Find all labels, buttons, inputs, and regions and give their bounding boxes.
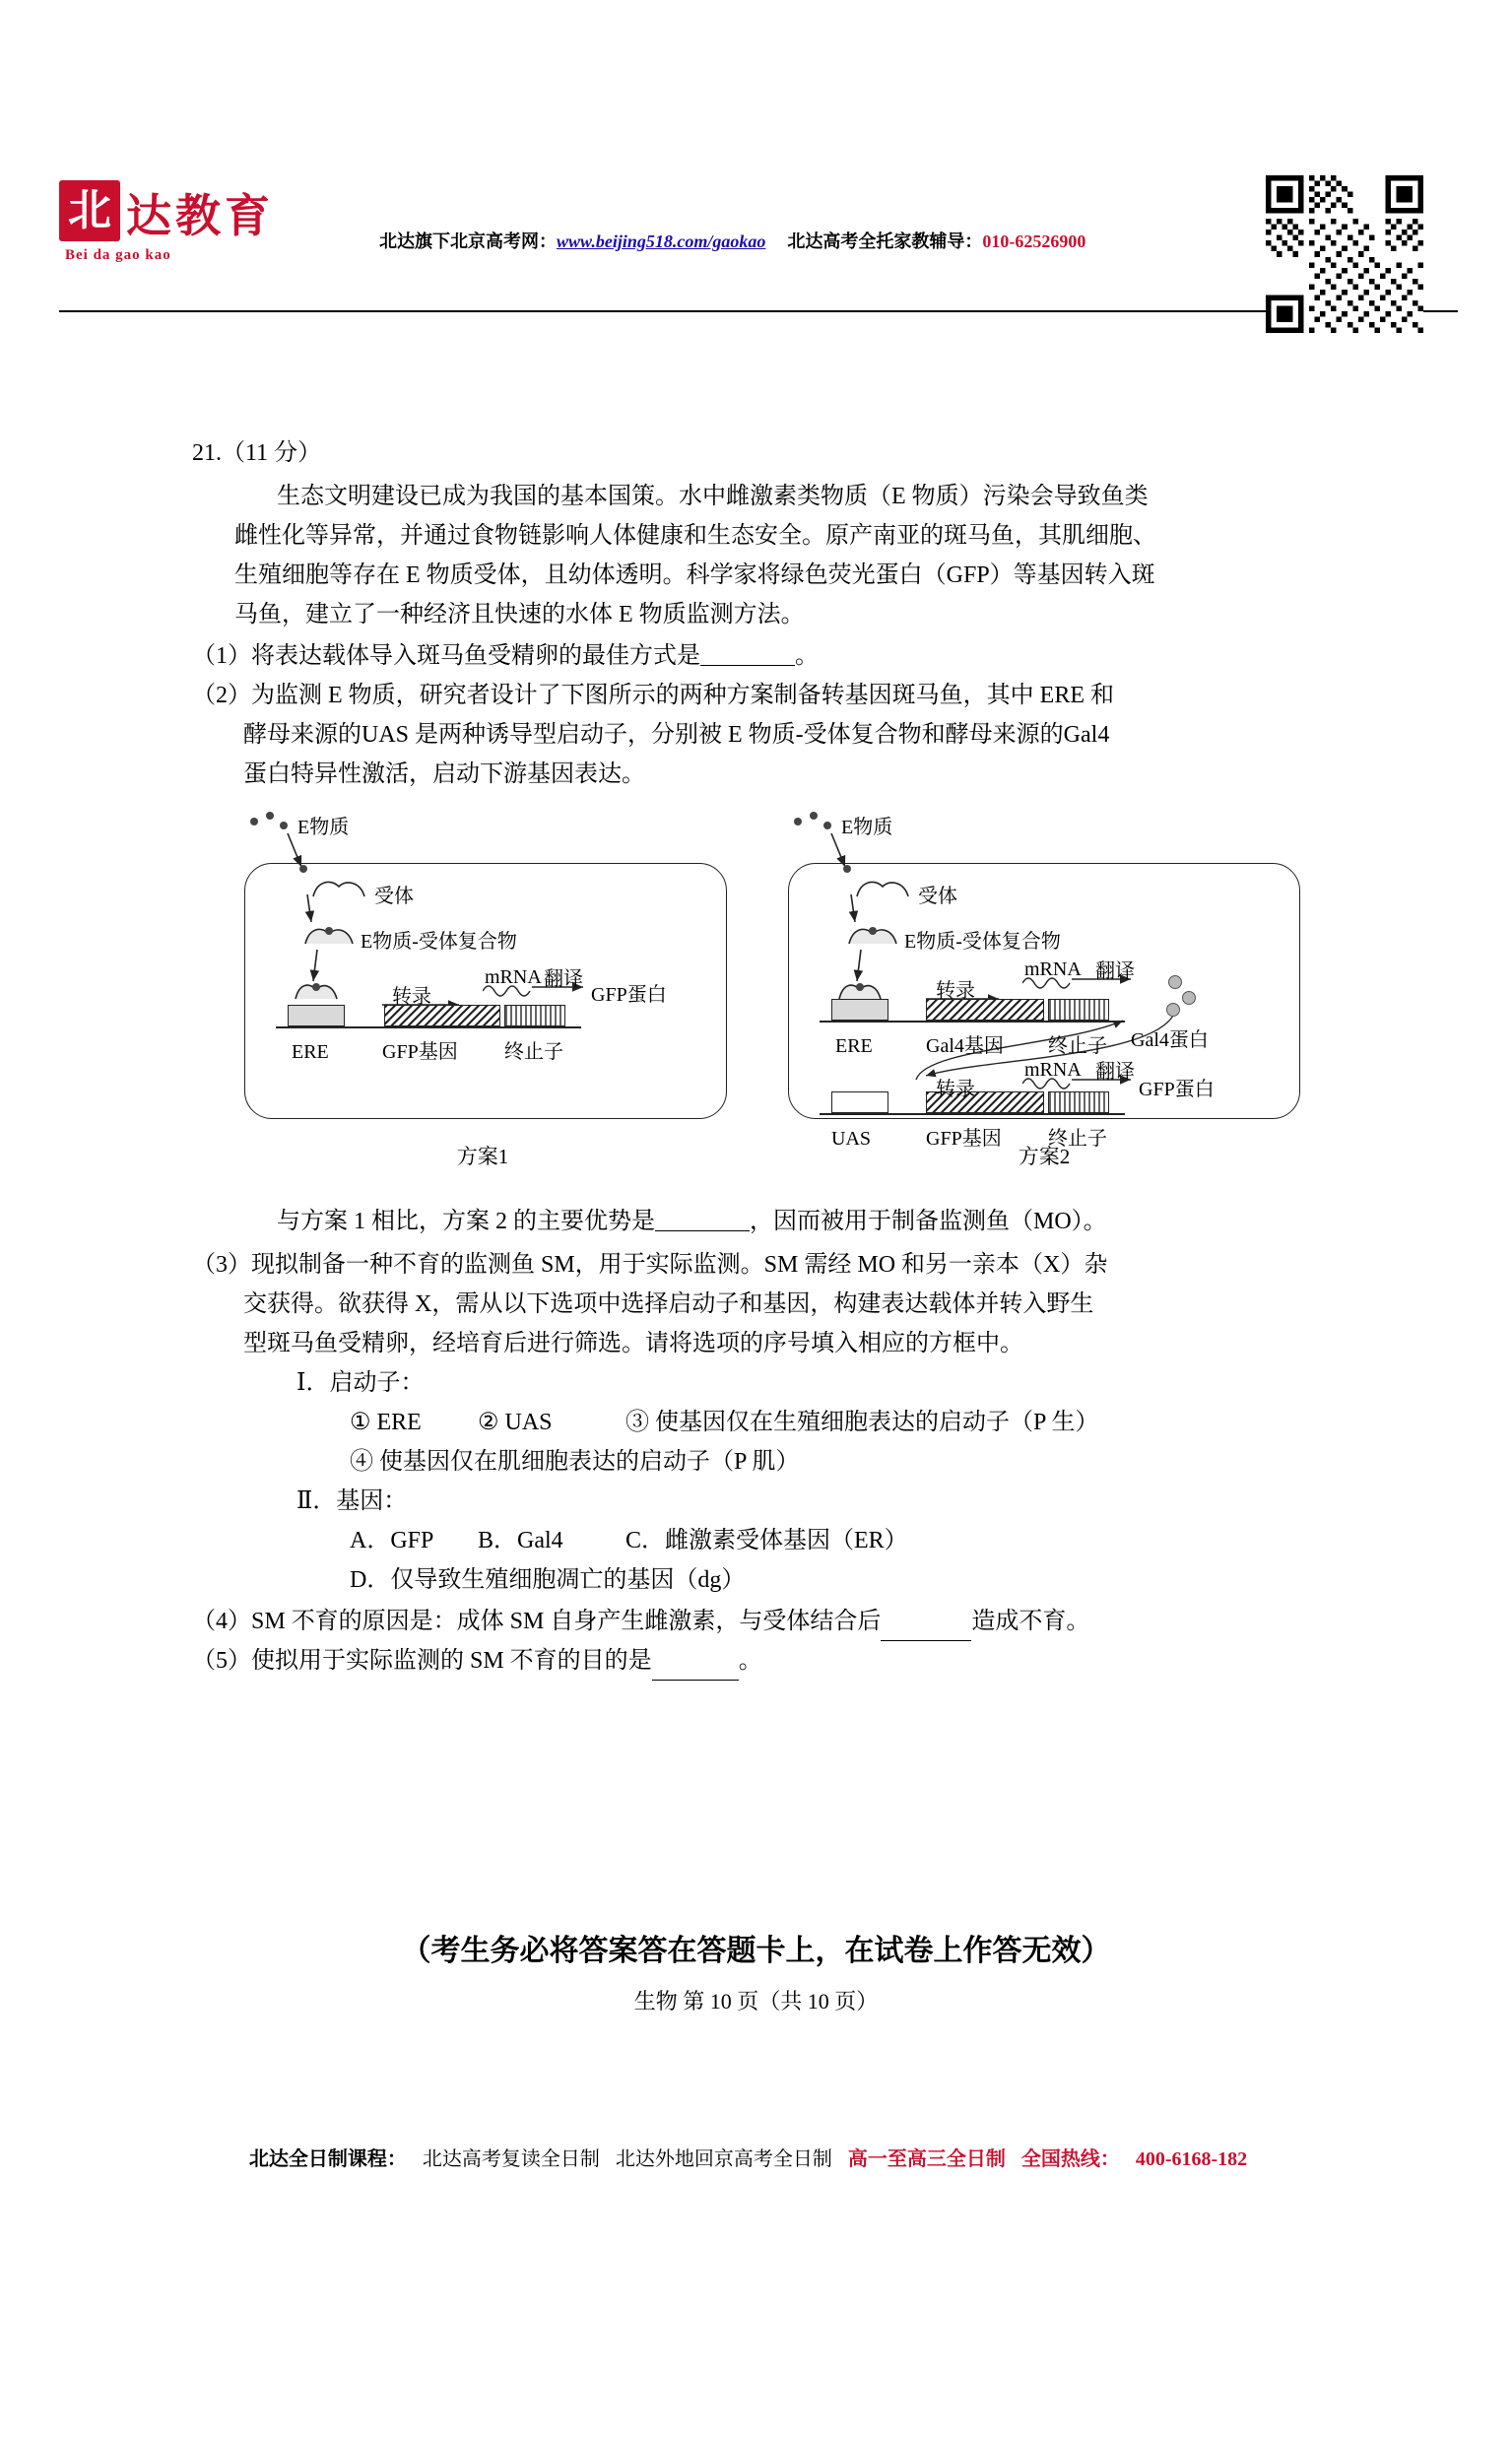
sub-question-2-line2: 酵母来源的UAS 是两种诱导型启动子，分别被 E 物质-受体复合物和酵母来源的Gal4 bbox=[243, 722, 1110, 748]
gene-option-a[interactable]: A．GFP bbox=[350, 1528, 434, 1553]
e-molecule-dot bbox=[280, 822, 288, 829]
label-gal4-gene-2: Gal4基因 bbox=[926, 1035, 1004, 1057]
complex-bound-icon-1 bbox=[294, 979, 341, 1005]
stem-line: 生态文明建设已成为我国的基本国策。水中雌激素类物质（E 物质）污染会导致鱼类 bbox=[277, 484, 1149, 509]
stem-line: 马鱼，建立了一种经济且快速的水体 E 物质监测方法。 bbox=[234, 602, 805, 627]
logo-pinyin: Bei da gao kao bbox=[65, 247, 171, 263]
ere-element-1 bbox=[288, 1005, 345, 1026]
sub-question-5-text-before: 使拟用于实际监测的 SM 不育的目的是 bbox=[251, 1648, 652, 1674]
receptor-icon-1 bbox=[311, 877, 370, 906]
answer-blank-4[interactable] bbox=[881, 1618, 971, 1641]
terminator-2a bbox=[1048, 999, 1109, 1021]
gene-options-row1 bbox=[350, 1521, 1325, 1560]
uas-element bbox=[831, 1091, 888, 1113]
question-stem bbox=[234, 477, 1325, 634]
header-nav-text: 北达旗下北京高考网： bbox=[379, 231, 557, 251]
logo-seal-icon: 北 bbox=[59, 180, 120, 241]
dna-backbone-2a bbox=[820, 1021, 1125, 1023]
label-ere-1: ERE bbox=[292, 1041, 329, 1063]
e-molecule-dot bbox=[823, 822, 831, 829]
label-translation-1: 翻译 bbox=[544, 968, 583, 990]
promoter-option-3[interactable]: ③ 使基因仅在生殖细胞表达的启动子（P 生） bbox=[625, 1410, 1099, 1435]
sub-question-5 bbox=[192, 1641, 1325, 1681]
complex-icon-2 bbox=[847, 922, 900, 950]
gene-option-c[interactable]: C．雌激素受体基因（ER） bbox=[625, 1528, 908, 1553]
label-translation-2b: 翻译 bbox=[1095, 1061, 1135, 1083]
header-url-link[interactable]: www.beijing518.com/gaokao bbox=[557, 231, 766, 251]
footer-course-2: 北达外地回京高考全日制 bbox=[615, 2148, 832, 2170]
gene-heading: Ⅱ．基因： bbox=[296, 1488, 408, 1514]
sub-question-4 bbox=[192, 1602, 1325, 1641]
label-translation-2a: 翻译 bbox=[1095, 960, 1135, 982]
sub-question-1-text: 将表达载体导入斑马鱼受精卵的最佳方式是＿＿＿＿。 bbox=[251, 643, 819, 669]
diagram-two-schemes bbox=[236, 812, 1310, 1196]
label-mrna-2b: mRNA bbox=[1024, 1059, 1082, 1081]
label-e-substance-2: E物质 bbox=[841, 817, 893, 838]
sub-question-3-label: （3） bbox=[192, 1252, 251, 1278]
exam-notice: （考生务必将答案答在答题卡上，在试卷上作答无效） bbox=[401, 1935, 1111, 1967]
e-molecule-dot bbox=[266, 812, 274, 820]
label-complex-1: E物质-受体复合物 bbox=[361, 931, 517, 953]
promoter-option-2[interactable]: ② UAS bbox=[478, 1410, 553, 1435]
logo-text: 达教育 bbox=[126, 191, 274, 241]
sub-question-5-label: （5） bbox=[192, 1648, 251, 1674]
sub-question-3-line3: 型斑马鱼受精卵，经培育后进行筛选。请将选项的序号填入相应的方框中。 bbox=[243, 1331, 1023, 1356]
header-links bbox=[379, 228, 1305, 253]
footer-hotline-label: 全国热线： bbox=[1020, 2148, 1120, 2170]
site-header bbox=[59, 172, 1458, 300]
promoter-option-1[interactable]: ① ERE bbox=[350, 1410, 422, 1435]
label-terminator-1: 终止子 bbox=[504, 1041, 563, 1063]
label-mrna-1: mRNA bbox=[485, 966, 542, 988]
label-terminator-2a: 终止子 bbox=[1048, 1035, 1107, 1057]
label-complex-2: E物质-受体复合物 bbox=[904, 931, 1061, 953]
label-transcription-2a: 转录 bbox=[936, 980, 975, 1002]
gal4-protein-dot bbox=[1168, 975, 1182, 989]
ere-element-2 bbox=[831, 999, 888, 1021]
site-footer bbox=[0, 2143, 1512, 2171]
sub-question-2-followup: 与方案 1 相比，方案 2 的主要优势是＿＿＿＿，因而被用于制备监测鱼（MO）。 bbox=[277, 1209, 1107, 1234]
gene-option-b[interactable]: B．Gal4 bbox=[478, 1528, 563, 1553]
e-molecule-dot bbox=[810, 812, 818, 820]
label-gfp-gene-2: GFP基因 bbox=[926, 1128, 1002, 1150]
sub-question-4-text-after: 造成不育。 bbox=[971, 1609, 1090, 1634]
caption-scheme1: 方案1 bbox=[456, 1145, 509, 1168]
e-molecule-dot bbox=[250, 818, 258, 825]
caption-scheme2: 方案2 bbox=[1018, 1145, 1071, 1168]
mrna-squiggle-2b bbox=[1022, 1074, 1082, 1089]
answer-blank-5[interactable] bbox=[652, 1658, 739, 1681]
qr-code-icon bbox=[1266, 175, 1423, 333]
complex-icon-1 bbox=[303, 922, 357, 950]
header-tutor-text: 北达高考全托家教辅导： bbox=[787, 231, 983, 251]
sub-question-1-label: （1） bbox=[192, 643, 251, 669]
sub-question-4-text-before: SM 不育的原因是：成体 SM 自身产生雌激素，与受体结合后 bbox=[251, 1609, 882, 1634]
gal4-protein-dot bbox=[1182, 991, 1196, 1005]
footer-course-3: 高一至高三全日制 bbox=[847, 2148, 1006, 2170]
e-molecule-dot bbox=[794, 818, 802, 825]
sub-question-3-line2: 交获得。欲获得 X，需从以下选项中选择启动子和基因，构建表达载体并转入野生 bbox=[243, 1291, 1094, 1317]
sub-question-3-text: 现拟制备一种不育的监测鱼 SM，用于实际监测。SM 需经 MO 和另一亲本（X）杂 bbox=[251, 1252, 1108, 1278]
label-mrna-2a: mRNA bbox=[1024, 958, 1082, 980]
label-transcription-1: 转录 bbox=[392, 986, 431, 1008]
sub-question-2-label: （2） bbox=[192, 683, 251, 708]
label-e-substance-1: E物质 bbox=[297, 817, 350, 838]
label-transcription-2b: 转录 bbox=[936, 1079, 975, 1100]
header-divider bbox=[59, 310, 1458, 312]
receptor-icon-2 bbox=[855, 877, 914, 906]
label-receptor-2: 受体 bbox=[918, 886, 957, 907]
footer-hotline-number: 400-6168-182 bbox=[1135, 2148, 1248, 2170]
dna-backbone-1 bbox=[276, 1026, 581, 1028]
terminator-2b bbox=[1048, 1091, 1109, 1113]
promoter-option-4[interactable]: ④ 使基因仅在肌细胞表达的启动子（P 肌） bbox=[350, 1449, 800, 1475]
sub-question-2 bbox=[192, 676, 1325, 715]
mrna-squiggle-1 bbox=[483, 981, 542, 997]
footer-course-1: 北达高考复读全日制 bbox=[422, 2148, 600, 2170]
sub-question-3 bbox=[192, 1245, 1325, 1285]
sub-question-2-text: 为监测 E 物质，研究者设计了下图所示的两种方案制备转基因斑马鱼，其中 ERE 和 bbox=[251, 683, 1114, 708]
label-receptor-1: 受体 bbox=[374, 886, 414, 907]
logo bbox=[59, 180, 384, 264]
label-gfp-gene-1: GFP基因 bbox=[382, 1041, 458, 1063]
stem-line: 生殖细胞等存在 E 物质受体，且幼体透明。科学家将绿色荧光蛋白（GFP）等基因转入斑 bbox=[234, 562, 1155, 588]
promoter-heading: Ⅰ．启动子： bbox=[296, 1370, 425, 1396]
header-tutor-phone: 010-62526900 bbox=[982, 231, 1086, 251]
label-gal4-protein: Gal4蛋白 bbox=[1131, 1029, 1209, 1051]
sub-question-4-label: （4） bbox=[192, 1609, 251, 1634]
label-terminator-2b: 终止子 bbox=[1048, 1128, 1107, 1150]
label-uas: UAS bbox=[831, 1128, 872, 1150]
promoter-options-row1 bbox=[350, 1403, 1325, 1442]
sub-question-5-text-after: 。 bbox=[738, 1648, 762, 1674]
sub-question-1 bbox=[192, 636, 1325, 676]
label-gfp-protein-1: GFP蛋白 bbox=[591, 984, 667, 1006]
dna-backbone-2b bbox=[820, 1113, 1125, 1115]
gal4-protein-dot bbox=[1166, 1003, 1180, 1017]
question-number: 21.（11 分） bbox=[192, 440, 322, 466]
label-gfp-protein-2: GFP蛋白 bbox=[1139, 1079, 1215, 1100]
sub-question-2-line3: 蛋白特异性激活，启动下游基因表达。 bbox=[243, 761, 645, 787]
footer-course-label: 北达全日制课程： bbox=[248, 2148, 407, 2170]
page-number-footer: 生物 第 10 页（共 10 页） bbox=[633, 1989, 879, 2014]
label-ere-2: ERE bbox=[835, 1035, 873, 1057]
stem-line: 雌性化等异常，并通过食物链影响人体健康和生态安全。原产南亚的斑马鱼，其肌细胞、 bbox=[234, 523, 1156, 549]
gene-option-d[interactable]: D．仅导致生殖细胞凋亡的基因（dg） bbox=[350, 1567, 746, 1593]
mrna-squiggle-2a bbox=[1022, 973, 1082, 989]
question-body bbox=[192, 433, 1325, 1681]
terminator-1 bbox=[504, 1005, 565, 1026]
